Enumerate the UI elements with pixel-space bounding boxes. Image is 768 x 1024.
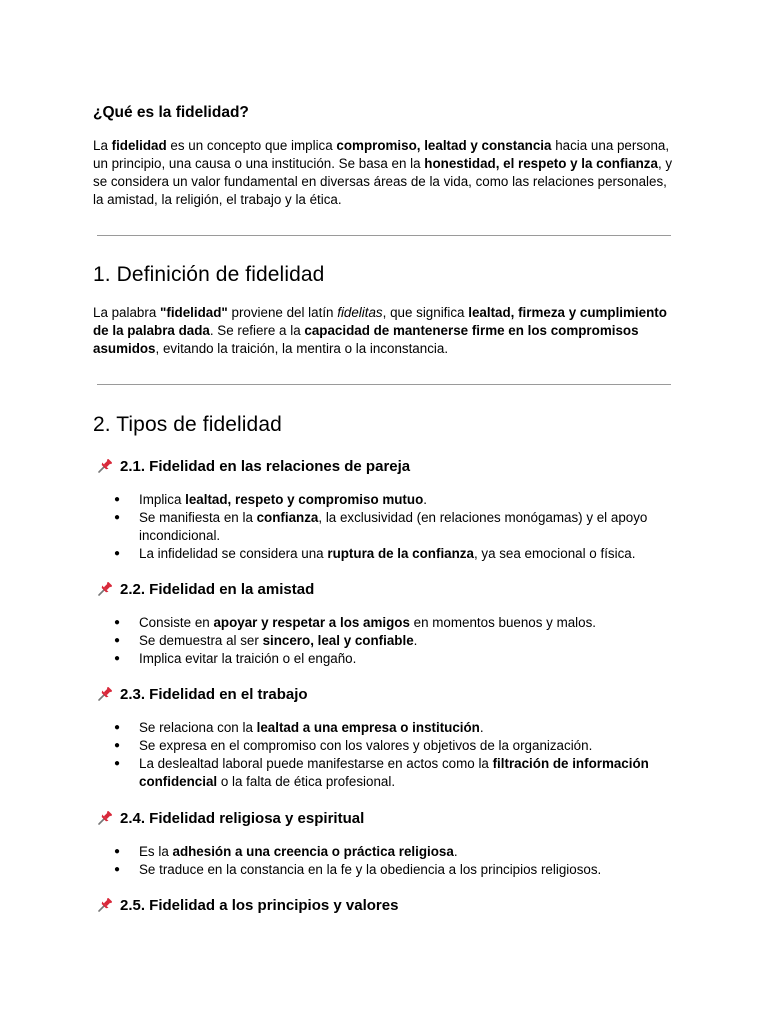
subsection-title-text: 2.5. Fidelidad a los principios y valores bbox=[120, 896, 399, 914]
subsection-title bbox=[96, 580, 314, 598]
list-item bbox=[114, 650, 664, 668]
bold-text: ruptura de la confianza bbox=[327, 546, 474, 561]
pushpin-icon bbox=[96, 896, 114, 914]
bold-text: adhesión a una creencia o práctica religiosa bbox=[172, 844, 454, 859]
bold-text: sincero, leal y confiable bbox=[262, 633, 414, 648]
list-item bbox=[114, 719, 664, 737]
text-run: proviene del latín bbox=[227, 305, 338, 320]
list-item bbox=[114, 545, 664, 563]
bullet-list bbox=[114, 843, 664, 879]
text-run: es un concepto que implica bbox=[166, 138, 337, 153]
subsection-title-text: 2.1. Fidelidad en las relaciones de pareja bbox=[120, 457, 411, 475]
intro-paragraph bbox=[93, 137, 678, 209]
subsection-title bbox=[96, 896, 398, 914]
text-run: Implica bbox=[139, 492, 186, 507]
text-run: , evitando la traición, la mentira o la inconstancia. bbox=[155, 341, 449, 356]
text-run: , ya sea emocional o física. bbox=[473, 546, 636, 561]
section-1-paragraph bbox=[93, 304, 678, 358]
subsection-title-text: 2.2. Fidelidad en la amistad bbox=[120, 580, 315, 598]
bold-text: "fidelidad" bbox=[160, 305, 228, 320]
list-item bbox=[114, 755, 664, 791]
list-item bbox=[114, 861, 664, 879]
text-run: . bbox=[453, 844, 458, 859]
text-run: La palabra bbox=[93, 305, 161, 320]
text-run: Consiste en bbox=[139, 615, 214, 630]
list-item bbox=[114, 632, 664, 650]
text-run: . bbox=[413, 633, 418, 648]
bullet-list bbox=[114, 719, 664, 791]
text-run: La bbox=[93, 138, 112, 153]
text-run: , que significa bbox=[382, 305, 469, 320]
text-run: La infidelidad se considera una bbox=[139, 546, 328, 561]
text-run: en momentos buenos y malos. bbox=[409, 615, 597, 630]
subsection-title bbox=[96, 457, 410, 475]
subsection-title bbox=[96, 809, 364, 827]
bullet-list bbox=[114, 491, 664, 563]
section-2-title: 2. Tipos de fidelidad bbox=[93, 413, 282, 436]
text-run: o la falta de ética profesional. bbox=[217, 774, 396, 789]
text-run: Se manifiesta en la bbox=[139, 510, 257, 525]
text-run: , y se considera un valor fundamental en diversas áreas de la vida, como las relaciones personales, la amistad, la religión, el trabajo y la ética. bbox=[93, 156, 673, 207]
divider bbox=[97, 235, 671, 236]
bold-text: honestidad, el respeto y la confianza bbox=[424, 156, 658, 171]
divider bbox=[97, 384, 671, 385]
section-1-title: 1. Definición de fidelidad bbox=[93, 263, 325, 286]
text-run: Se demuestra al ser bbox=[139, 633, 263, 648]
text-run: Es la bbox=[139, 844, 173, 859]
bold-text: lealtad, respeto y compromiso mutuo bbox=[185, 492, 424, 507]
pushpin-icon bbox=[96, 457, 114, 475]
text-run: . bbox=[423, 492, 427, 507]
bold-text: confianza bbox=[256, 510, 319, 525]
list-item bbox=[114, 737, 664, 755]
text-run: . bbox=[479, 720, 484, 735]
italic-text: fidelitas bbox=[337, 305, 383, 320]
text-run: . Se refiere a la bbox=[209, 323, 305, 338]
text-run: , la exclusividad (en relaciones monógamas) y el apoyo incondicional. bbox=[139, 510, 648, 543]
bold-text: fidelidad bbox=[111, 138, 167, 153]
pushpin-icon bbox=[96, 685, 114, 703]
text-run: Se expresa en el compromiso con los valores y objetivos de la organización. bbox=[139, 738, 593, 753]
subsection-title-text: 2.4. Fidelidad religiosa y espiritual bbox=[120, 809, 365, 827]
text-run: hacia una persona, un principio, una causa o una institución. Se basa en la bbox=[93, 138, 670, 171]
bold-text: lealtad, firmeza y cumplimiento de la palabra dada bbox=[93, 305, 667, 338]
list-item bbox=[114, 491, 664, 509]
bold-text: lealtad a una empresa o institución bbox=[256, 720, 480, 735]
text-run: La deslealtad laboral puede manifestarse en actos como la bbox=[139, 756, 493, 771]
subsection-title bbox=[96, 685, 308, 703]
text-run: Implica evitar la traición o el engaño. bbox=[139, 651, 357, 666]
pushpin-icon bbox=[96, 580, 114, 598]
text-run: Se traduce en la constancia en la fe y la obediencia a los principios religiosos. bbox=[139, 862, 602, 877]
pushpin-icon bbox=[96, 809, 114, 827]
list-item bbox=[114, 843, 664, 861]
list-item bbox=[114, 614, 664, 632]
list-item bbox=[114, 509, 664, 545]
bold-text: capacidad de mantenerse firme en los compromisos asumidos bbox=[93, 323, 639, 356]
bold-text: filtración de información confidencial bbox=[139, 756, 649, 789]
bold-text: compromiso, lealtad y constancia bbox=[336, 138, 552, 153]
intro-title: ¿Qué es la fidelidad? bbox=[93, 104, 249, 121]
subsection-title-text: 2.3. Fidelidad en el trabajo bbox=[120, 685, 308, 703]
bullet-list bbox=[114, 614, 664, 668]
text-run: Se relaciona con la bbox=[139, 720, 257, 735]
bold-text: apoyar y respetar a los amigos bbox=[213, 615, 410, 630]
